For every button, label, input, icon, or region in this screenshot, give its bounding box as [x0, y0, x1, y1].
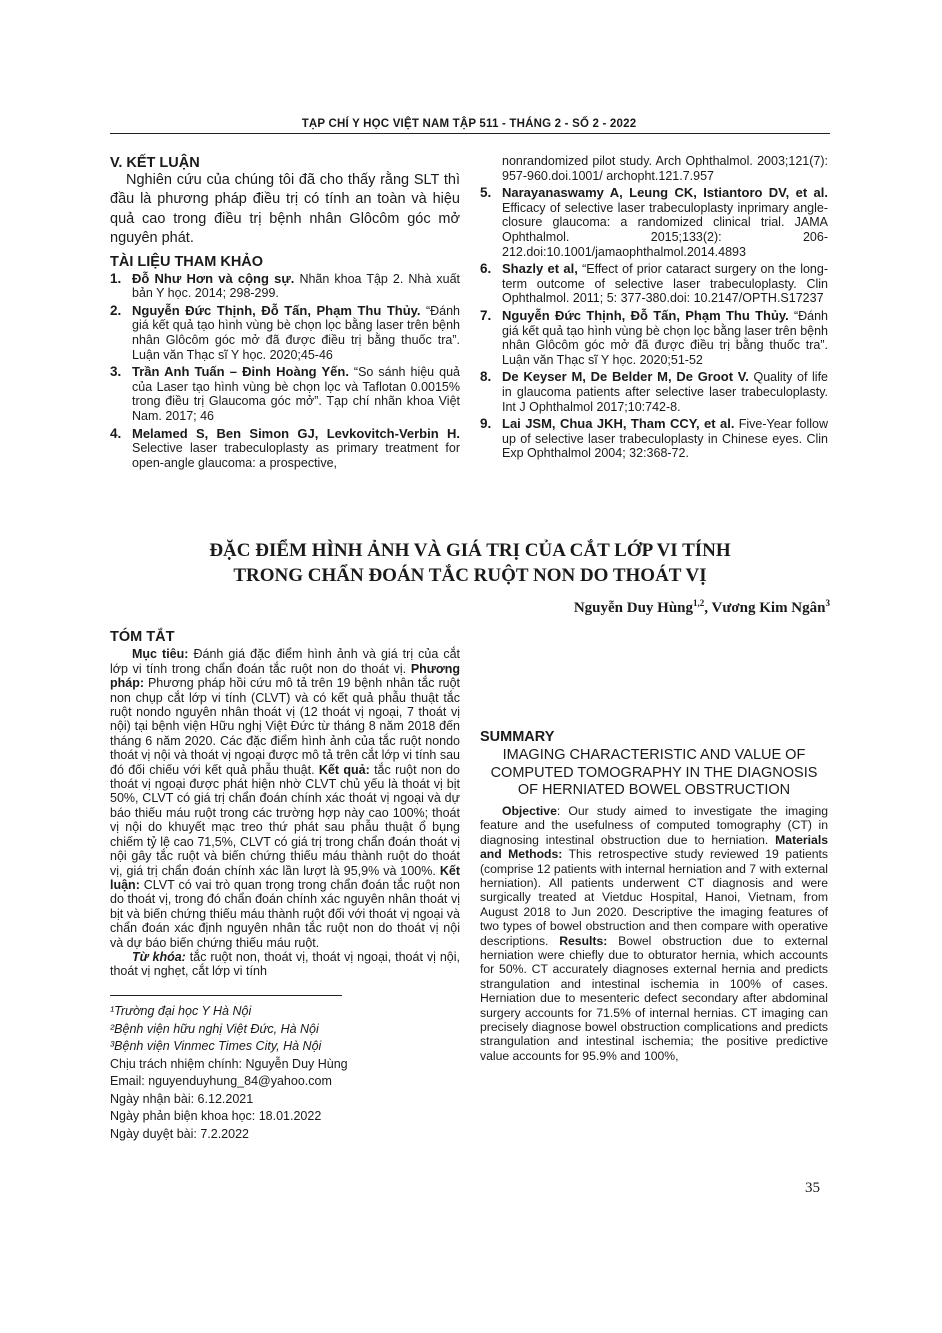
- keywords-label: Từ khóa:: [132, 949, 186, 964]
- reference-authors: Đỗ Như Hơn và cộng sự.: [132, 270, 295, 286]
- objective-text-en: : Our study aimed to investigate the imaging feature and the usefulness of computed tomography (CT) in diagnosing intestinal obstruction due to herniation.: [480, 803, 828, 847]
- conclusion-text-vi: CLVT có vai trò quan trọng trong chẩn đoán tắc ruột non do thoát vị, trong đó chẩn đoán chính xác nguyên nhân thoát vị bịt và biến chứng thiếu máu thành ruột đối với thoát vị ngoại và chẩn đoán xác định nguyên nhân tắc ruột non do thoát vị nội và dự báo biến chứng thiếu máu ruột.: [110, 877, 460, 950]
- references-list-left: [110, 272, 460, 471]
- methods-label-en: Materials and Methods:: [480, 832, 828, 862]
- header-rule: [110, 133, 830, 134]
- references-list-right: [480, 186, 828, 461]
- author-1-affiliation: 1,2: [693, 598, 705, 608]
- article-title: [150, 538, 790, 588]
- page-number: 35: [805, 1180, 820, 1196]
- reference-authors: Melamed S, Ben Simon GJ, Levkovitch-Verbin H.: [132, 425, 460, 441]
- reference-item: [480, 370, 828, 414]
- received-date: Ngày nhận bài: 6.12.2021: [110, 1091, 254, 1106]
- reviewed-date: Ngày phản biện khoa học: 18.01.2022: [110, 1109, 322, 1123]
- method-text: Phương pháp hồi cứu mô tả trên 19 bệnh nhân tắc ruột non chụp cắt lớp vi tính (CLVT) và có kết quả phẫu thuật tắc ruột nondo nguyên nhân thoát vị (12 thoát vị ngoại, 7 thoát vị nội) tại bệnh viện Hữu nghị Việt Đức từ tháng 8 năm 2018 đến tháng 6 năm 2020. Các đặc điểm hình ảnh của tắc ruột nondo thoát vị nội và thoát vị ngoại được mô tả trên cắt lớp vi tính sau đó đối chiếu với kết quả phẫu thuật.: [110, 676, 460, 777]
- summary-en-column: [480, 730, 828, 1063]
- abstract-heading: TÓM TẮT: [110, 629, 175, 645]
- reference-number: 3.: [110, 364, 122, 380]
- reference-item: [110, 304, 460, 362]
- method-label: Phương pháp:: [110, 661, 460, 691]
- reference-text: Efficacy of selective laser trabeculoplasty inprimary angle-closure glaucoma: a randomized clinical trial. JAMA Ophthalmol. 2015;133(2): 206-212.doi:10.1001/jamaophthalmol.2014.4893: [502, 200, 828, 259]
- footnotes: [110, 1003, 460, 1143]
- author-2-affiliation: 3: [825, 598, 830, 608]
- reference-item: [480, 186, 828, 259]
- reference-number: 2.: [110, 302, 122, 318]
- article-title-line2: TRONG CHẨN ĐOÁN TẮC RUỘT NON DO THOÁT VỊ: [233, 565, 707, 586]
- affiliation-3: ³Bệnh viện Vinmec Times City, Hà Nội: [110, 1039, 322, 1053]
- summary-title-line2: COMPUTED TOMOGRAPHY IN THE DIAGNOSIS: [490, 764, 818, 781]
- keywords: [110, 950, 460, 979]
- reference-number: 5.: [480, 185, 492, 201]
- reference-authors: De Keyser M, De Belder M, De Groot V.: [502, 369, 749, 385]
- reference-authors: Shazly et al,: [502, 261, 578, 277]
- reference-authors: Nguyễn Đức Thịnh, Đỗ Tấn, Phạm Thu Thủy.: [132, 302, 421, 318]
- keywords-text: tắc ruột non, thoát vị, thoát vị ngoại, thoát vị nội, thoát vị nghẹt, cắt lớp vi tính: [110, 949, 461, 979]
- summary-body: [480, 804, 828, 1063]
- references-heading: TÀI LIỆU THAM KHẢO: [110, 253, 264, 270]
- summary-title-line1: IMAGING CHARACTERISTIC AND VALUE OF: [502, 747, 806, 764]
- reference-text: “Đánh giá kết quả tạo hình vùng bè chọn lọc bằng laser trên bệnh nhân Glôcôm góc mở đã được điều trị bằng thuốc tra”. Luận văn Thạc sĩ Y học. 2020;45-46: [132, 303, 460, 362]
- reference-number: 4.: [110, 425, 122, 441]
- reference-item: [480, 309, 828, 367]
- reference-number: 6.: [480, 261, 492, 277]
- results-label-en: Results:: [559, 933, 608, 948]
- top-right-column: [480, 154, 828, 464]
- accepted-date: Ngày duyệt bài: 7.2.2022: [110, 1126, 249, 1141]
- affiliation-2: ²Bệnh viện hữu nghị Việt Đức, Hà Nội: [110, 1021, 319, 1036]
- affiliation-1: ¹Trường đại học Y Hà Nội: [110, 1004, 252, 1018]
- reference-number: 8.: [480, 369, 492, 385]
- methods-text-en: This retrospective study reviewed 19 patients (comprise 12 patients with internal herniation and 7 with external herniation). All patients underwent CT diagnosis and were surgically treated at Vietduc Hospital, Hanoi, Vietnam, from August 2018 to Jun 2020. Descriptive the imaging features of two types of bowel obstruction and then compare with operative descriptions.: [480, 847, 828, 948]
- reference-number: 9.: [480, 416, 492, 432]
- reference-4-continuation: nonrandomized pilot study. Arch Ophthalmol. 2003;121(7): 957-960.doi.1001/ archopht.121.7.957: [502, 154, 828, 183]
- author-1: Nguyễn Duy Hùng: [573, 600, 694, 616]
- reference-text: “Đánh giá kết quả tạo hình vùng bè chọn lọc bằng laser trên bệnh nhân Glôcôm góc mở đã được điều trị bằng thuốc tra”. Luận văn Thạc sĩ Y học. 2020;51-52: [502, 308, 828, 367]
- footnote-rule: [110, 995, 342, 996]
- reference-text: Quality of life in glaucoma patients after selective laser trabeculoplasty. Int J Ophthalmol 2017;10:742-8.: [502, 370, 828, 414]
- summary-title-line3: OF HERNIATED BOWEL OBSTRUCTION: [517, 782, 791, 799]
- email: Email: nguyenduyhung_84@yahoo.com: [110, 1074, 332, 1088]
- summary-title: [480, 747, 828, 800]
- reference-item: [110, 427, 460, 471]
- reference-authors: Nguyễn Đức Thịnh, Đỗ Tấn, Phạm Thu Thủy.: [502, 307, 789, 323]
- top-left-column: [110, 156, 460, 473]
- reference-text: Five-Year follow up of selective laser trabeculoplasty in Chinese eyes. Clin Exp Ophthalmol 2004; 32:368-72.: [502, 417, 829, 461]
- summary-heading: SUMMARY: [480, 729, 555, 745]
- results-label: Kết quả:: [318, 762, 370, 777]
- corresponding-author: Chịu trách nhiệm chính: Nguyễn Duy Hùng: [110, 1056, 348, 1071]
- reference-number: 7.: [480, 307, 492, 323]
- reference-authors: Lai JSM, Chua JKH, Tham CCY, et al.: [502, 416, 735, 432]
- conclusion-label: Kết luận:: [110, 863, 460, 892]
- results-text-en: Bowel obstruction due to external herniation were chiefly due to obturator hernia, which accounts for 50%. CT accurately diagnoses external hernia and predicts strangulation and intestinal ischemia in 100% of cases. Herniation due to mesenteric defect secondary after abdominal surgery accounts for 71.5% of internal hernias. CT imaging can precisely diagnose bowel obstruction complications and predicts strangulation and intestinal ischemia; the positive predictive value accounts for 95.9% and 100%,: [480, 933, 828, 1063]
- article-authors: [480, 598, 830, 617]
- objective-label: Mục tiêu:: [132, 647, 189, 662]
- reference-item: [480, 417, 828, 461]
- conclusion-text: Nghiên cứu của chúng tôi đã cho thấy rằng SLT thì đầu là phương pháp điều trị có tính an toàn và hiệu quả cao trong điều trị bệnh nhân Glôcôm góc mở nguyên phát.: [110, 171, 460, 247]
- reference-authors: Narayanaswamy A, Leung CK, Istiantoro DV, et al.: [502, 185, 828, 201]
- reference-item: [480, 262, 828, 306]
- author-2: Vương Kim Ngân: [711, 600, 826, 616]
- abstract-body: [110, 647, 460, 950]
- reference-text: “Effect of prior cataract surgery on the long-term outcome of selective laser trabeculoplasty. Clin Ophthalmol. 2011; 5: 377-380.doi: 10.2147/OPTH.S17237: [502, 262, 828, 306]
- objective-label-en: Objective: [502, 803, 557, 818]
- article-title-line1: ĐẶC ĐIỂM HÌNH ẢNH VÀ GIÁ TRỊ CỦA CẮT LỚP VI TÍNH: [209, 540, 731, 561]
- abstract-vi-column: [110, 630, 460, 979]
- conclusion-heading: V. KẾT LUẬN: [110, 155, 200, 171]
- journal-header: TẠP CHÍ Y HỌC VIỆT NAM TẬP 511 - THÁNG 2 - SỐ 2 - 2022: [301, 118, 637, 130]
- reference-item: [110, 272, 460, 301]
- reference-text: Nhãn khoa Tập 2. Nhà xuất bản Y học. 2014; 298-299.: [132, 271, 460, 301]
- reference-authors: Trần Anh Tuấn – Đinh Hoàng Yến.: [132, 364, 349, 380]
- reference-item: [110, 365, 460, 423]
- objective-text: Đánh giá đặc điểm hình ảnh và giá trị của cắt lớp vi tính trong chẩn đoán tắc ruột non do thoát vị.: [110, 647, 461, 676]
- reference-number: 1.: [110, 270, 122, 286]
- author-separator: ,: [704, 600, 712, 616]
- reference-text: Selective laser trabeculoplasty as primary treatment for open-angle glaucoma: a prospective,: [132, 441, 460, 470]
- reference-text: “So sánh hiệu quả của Laser tạo hình vùng bè chọn lọc và Taflotan 0.0015% trong điều trị Glaucoma góc mở”. Tạp chí nhãn khoa Việt Nam. 2017; 46: [132, 365, 460, 423]
- results-text: tắc ruột non do thoát vị ngoại được phát hiện nhờ CLVT chủ yếu là thoát vị bịt 50%, CLVT có giá trị chẩn đoán chính xác thoát vị ngoại và dự báo thiếu máu ruột trong các trường hợp này cao 100%; thoát vị nội do khuyết mạc treo thứ phát sau phẫu thuật ổ bụng chiếm tỷ lệ cao 71,5%, CLVT có giá trị trong chẩn đoán thoát vị nội gây tắc ruột và biến chứng thiếu máu thành ruột do thoát vị, giá trị chẩn đoán chính xác lần lượt là 95,9% và 100%.: [110, 762, 461, 878]
